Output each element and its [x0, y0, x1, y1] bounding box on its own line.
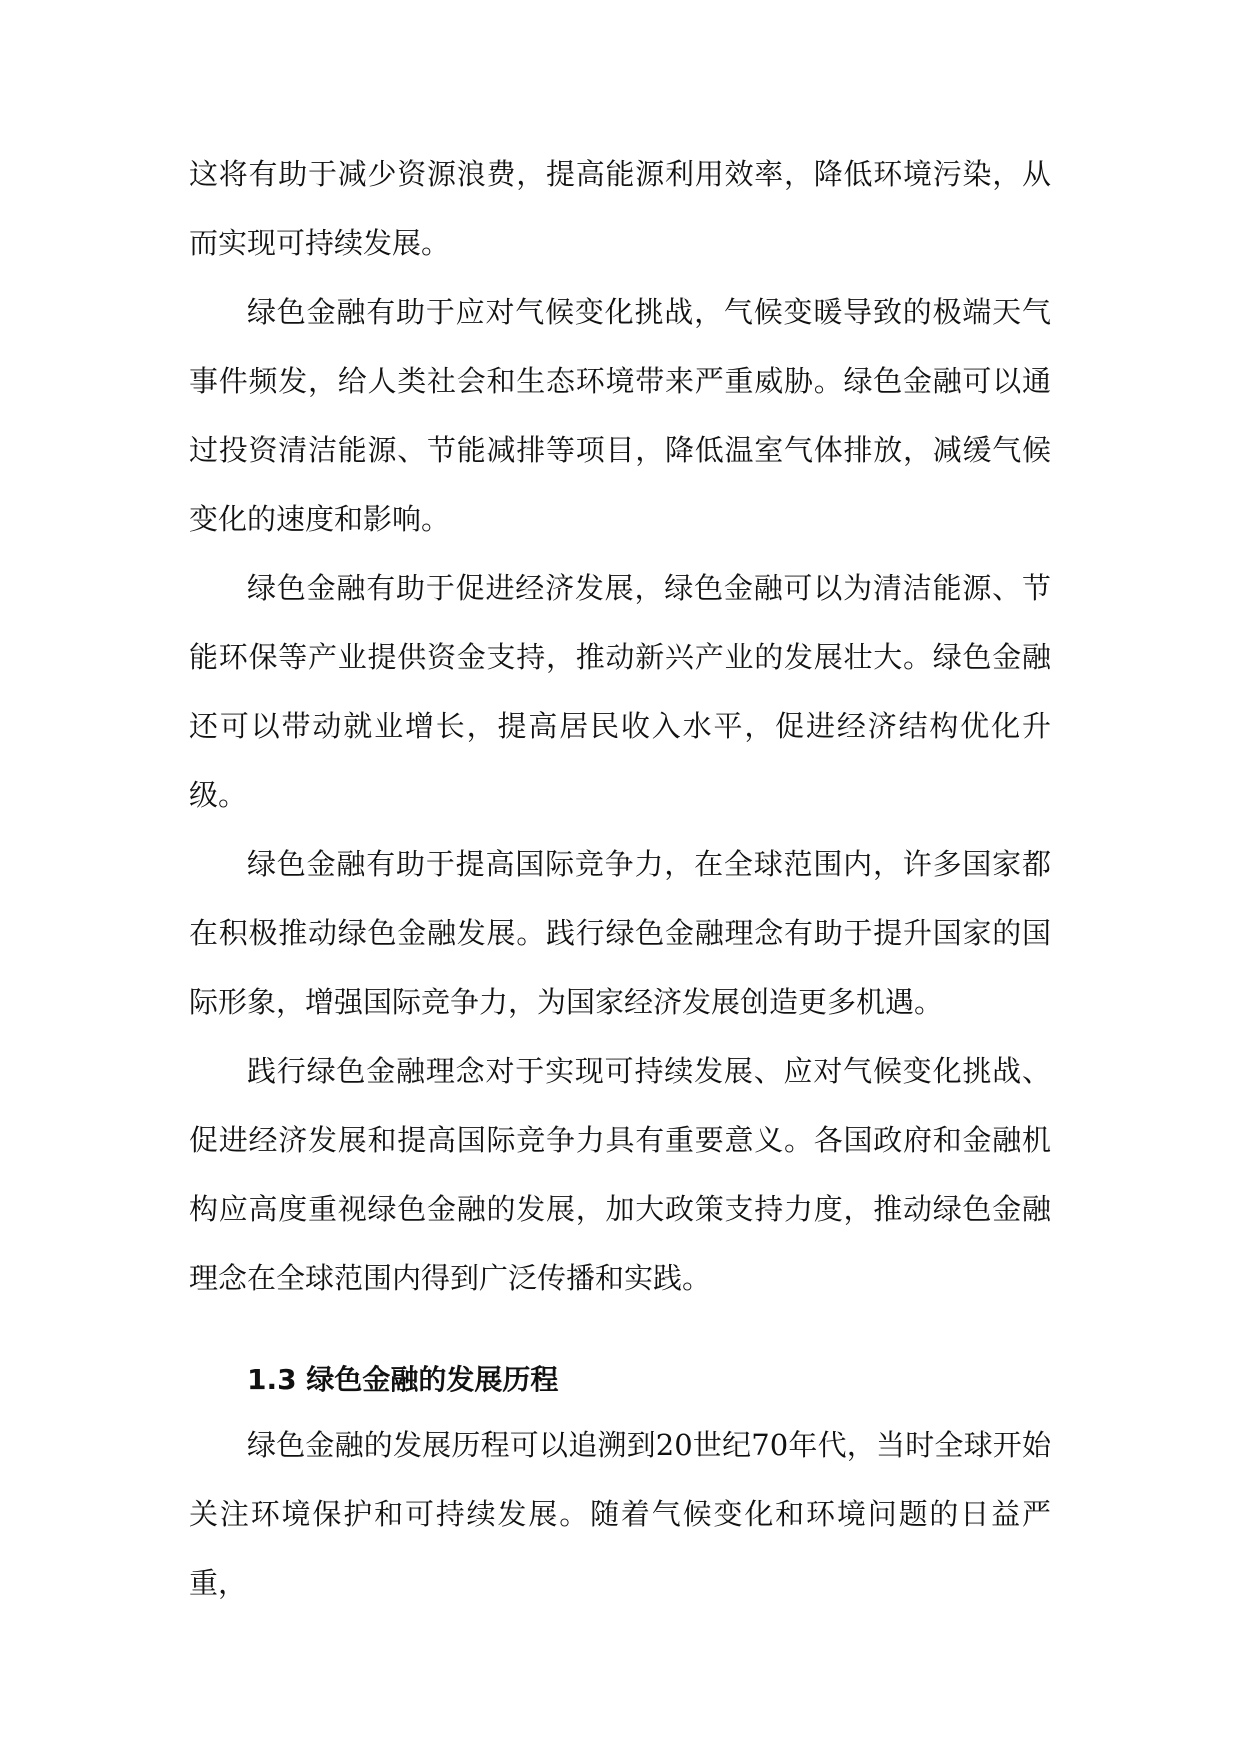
- paragraph-continuation: 这将有助于减少资源浪费，提高能源利用效率，降低环境污染，从而实现可持续发展。: [189, 157, 1051, 260]
- paragraph-climate-change: 绿色金融有助于应对气候变化挑战，气候变暖导致的极端天气事件频发，给人类社会和生态环境带来严重威胁。绿色金融可以通过投资清洁能源、节能减排等项目，降低温室气体排放，减缓气候变化的速度和影响。: [189, 295, 1051, 536]
- paragraph-economic-development: 绿色金融有助于促进经济发展，绿色金融可以为清洁能源、节能环保等产业提供资金支持，推动新兴产业的发展壮大。绿色金融还可以带动就业增长，提高居民收入水平，促进经济结构优化升级。: [189, 571, 1051, 812]
- paragraph-summary: 践行绿色金融理念对于实现可持续发展、应对气候变化挑战、促进经济发展和提高国际竞争力具有重要意义。各国政府和金融机构应高度重视绿色金融的发展，加大政策支持力度，推动绿色金融理念在全球范围内得到广泛传播和实践。: [189, 1054, 1051, 1295]
- paragraph-history: 绿色金融的发展历程可以追溯到20世纪70年代，当时全球开始关注环境保护和可持续发展。随着气候变化和环境问题的日益严重，: [189, 1428, 1051, 1600]
- document-body: [189, 140, 1051, 1618]
- paragraph-international-competitiveness: 绿色金融有助于提高国际竞争力，在全球范围内，许多国家都在积极推动绿色金融发展。践行绿色金融理念有助于提升国家的国际形象，增强国际竞争力，为国家经济发展创造更多机遇。: [189, 847, 1051, 1019]
- section-heading: 1.3 绿色金融的发展历程: [247, 1363, 559, 1396]
